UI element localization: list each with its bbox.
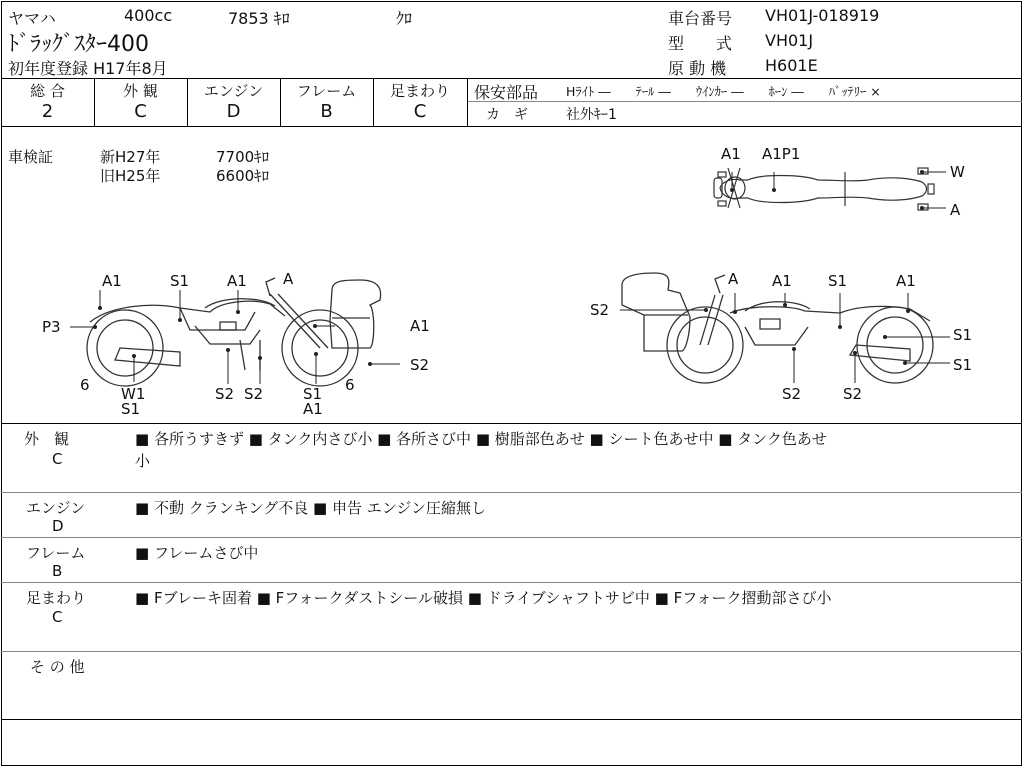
key-label: カ ギ (486, 107, 528, 123)
top-label-a: A (950, 201, 961, 219)
shaken-new-km: 7700ｷﾛ (216, 148, 270, 166)
type-value: VH01J (765, 31, 814, 50)
color: ｸﾛ (396, 9, 413, 28)
right-label-s1-tank: S1 (828, 272, 848, 290)
left-label-s1-bottom: S1 (303, 385, 323, 403)
left-label-a1-tank: A1 (227, 272, 247, 290)
grade-value-suspension: C (413, 101, 427, 122)
remark-frame-label: フレーム (26, 544, 86, 562)
right-label-s2a: S2 (782, 385, 802, 403)
chassis-label: 車台番号 (668, 9, 733, 28)
grade-value-frame: B (320, 101, 333, 122)
right-label-a1-tank: A1 (772, 272, 792, 290)
grade-header-overall: 総 合 (30, 82, 65, 100)
shaken-label: 車検証 (8, 148, 54, 166)
engine-label: 原 動 機 (668, 59, 727, 78)
right-label-s2-box: S2 (590, 301, 610, 319)
shaken-new-era: 新H27年 (100, 148, 161, 166)
grade-value-engine: D (226, 101, 241, 122)
top-label-w: W (950, 163, 965, 181)
left-label-a1-rear: A1 (410, 317, 430, 335)
model-name: ﾄﾞﾗｯｸﾞｽﾀｰ400 (8, 32, 149, 57)
remark-exterior-text: ■ 各所うすきず ■ タンク内さび小 ■ 各所さび中 ■ 樹脂部色あせ ■ シート色あせ中 ■ タンク色あせ (135, 430, 827, 448)
left-label-w1: W1 (121, 385, 146, 403)
remark-engine-grade: D (52, 517, 64, 535)
right-label-s2b: S2 (843, 385, 863, 403)
left-label-s2a: S2 (215, 385, 235, 403)
maker: ヤマハ (8, 9, 56, 28)
remark-suspension-grade: C (52, 608, 63, 626)
left-label-s2b: S2 (244, 385, 264, 403)
right-label-a1-rear: A1 (896, 272, 916, 290)
mileage: 7853 ｷﾛ (228, 9, 290, 28)
motorcycle-top-view (700, 160, 960, 220)
grade-header-suspension: 足まわり (389, 82, 450, 100)
remark-exterior-text-wrap: 小 (135, 452, 151, 470)
shaken-old-km: 6600ｷﾛ (216, 167, 270, 185)
top-label-a1: A1 (721, 145, 741, 163)
safety-parts-label: 保安部品 (474, 83, 539, 102)
grade-table-bottom (1, 126, 1022, 127)
left-label-p3: P3 (42, 318, 61, 336)
shaken-old-era: 旧H25年 (100, 167, 161, 185)
left-label-s1-tank: S1 (170, 272, 190, 290)
left-label-a1-fender: A1 (102, 272, 122, 290)
engine-value: H601E (765, 56, 818, 75)
displacement: 400cc (124, 6, 173, 25)
safety-parts-items: Hﾗｲﾄ ― ﾃｰﾙ ― ｳｲﾝｶｰ ― ﾎｰﾝ ― ﾊﾞｯﾃﾘｰ × (566, 84, 881, 99)
remark-engine-label: エンジン (26, 499, 86, 517)
left-label-a1-bottom: A1 (303, 400, 323, 418)
left-label-a-mirror: A (283, 270, 294, 288)
left-label-six-front: 6 (80, 376, 90, 394)
grade-value-overall: 2 (41, 101, 54, 122)
grade-header-engine: エンジン (203, 82, 264, 100)
grade-header-exterior: 外 観 (123, 82, 158, 100)
top-label-a1p1: A1P1 (762, 145, 801, 163)
remark-engine-text: ■ 不動 クランキング不良 ■ 申告 エンジン圧縮無し (135, 499, 486, 517)
right-label-s1-low: S1 (953, 356, 973, 374)
remark-exterior-grade: C (52, 450, 63, 468)
remark-suspension-label: 足まわり (26, 589, 87, 607)
key-value: 社外ｷｰ1 (566, 107, 617, 123)
right-label-a-mirror: A (728, 270, 739, 288)
remark-exterior-label: 外 観 (24, 430, 70, 448)
remark-other-label: そ の 他 (30, 658, 85, 676)
remark-frame-text: ■ フレームさび中 (135, 544, 259, 562)
grade-header-frame: フレーム (296, 82, 357, 100)
remark-frame-grade: B (52, 562, 63, 580)
left-label-s1-under: S1 (121, 400, 141, 418)
chassis-number: VH01J-018919 (765, 6, 880, 25)
remarks-top (1, 423, 1022, 424)
type-label: 型 式 (668, 34, 733, 53)
first-registration: 初年度登録 H17年8月 (8, 59, 168, 78)
grade-table-top (1, 78, 1022, 79)
right-label-s1-mid: S1 (953, 326, 973, 344)
remark-suspension-text: ■ Fブレーキ固着 ■ Fフォークダストシール破損 ■ ドライブシャフトサビ中 ■ Fフォーク摺動部さび小 (135, 589, 832, 607)
left-label-six-rear: 6 (345, 376, 355, 394)
safety-divider (468, 101, 1022, 102)
grade-value-exterior: C (134, 101, 147, 122)
left-label-s2-right: S2 (410, 356, 430, 374)
